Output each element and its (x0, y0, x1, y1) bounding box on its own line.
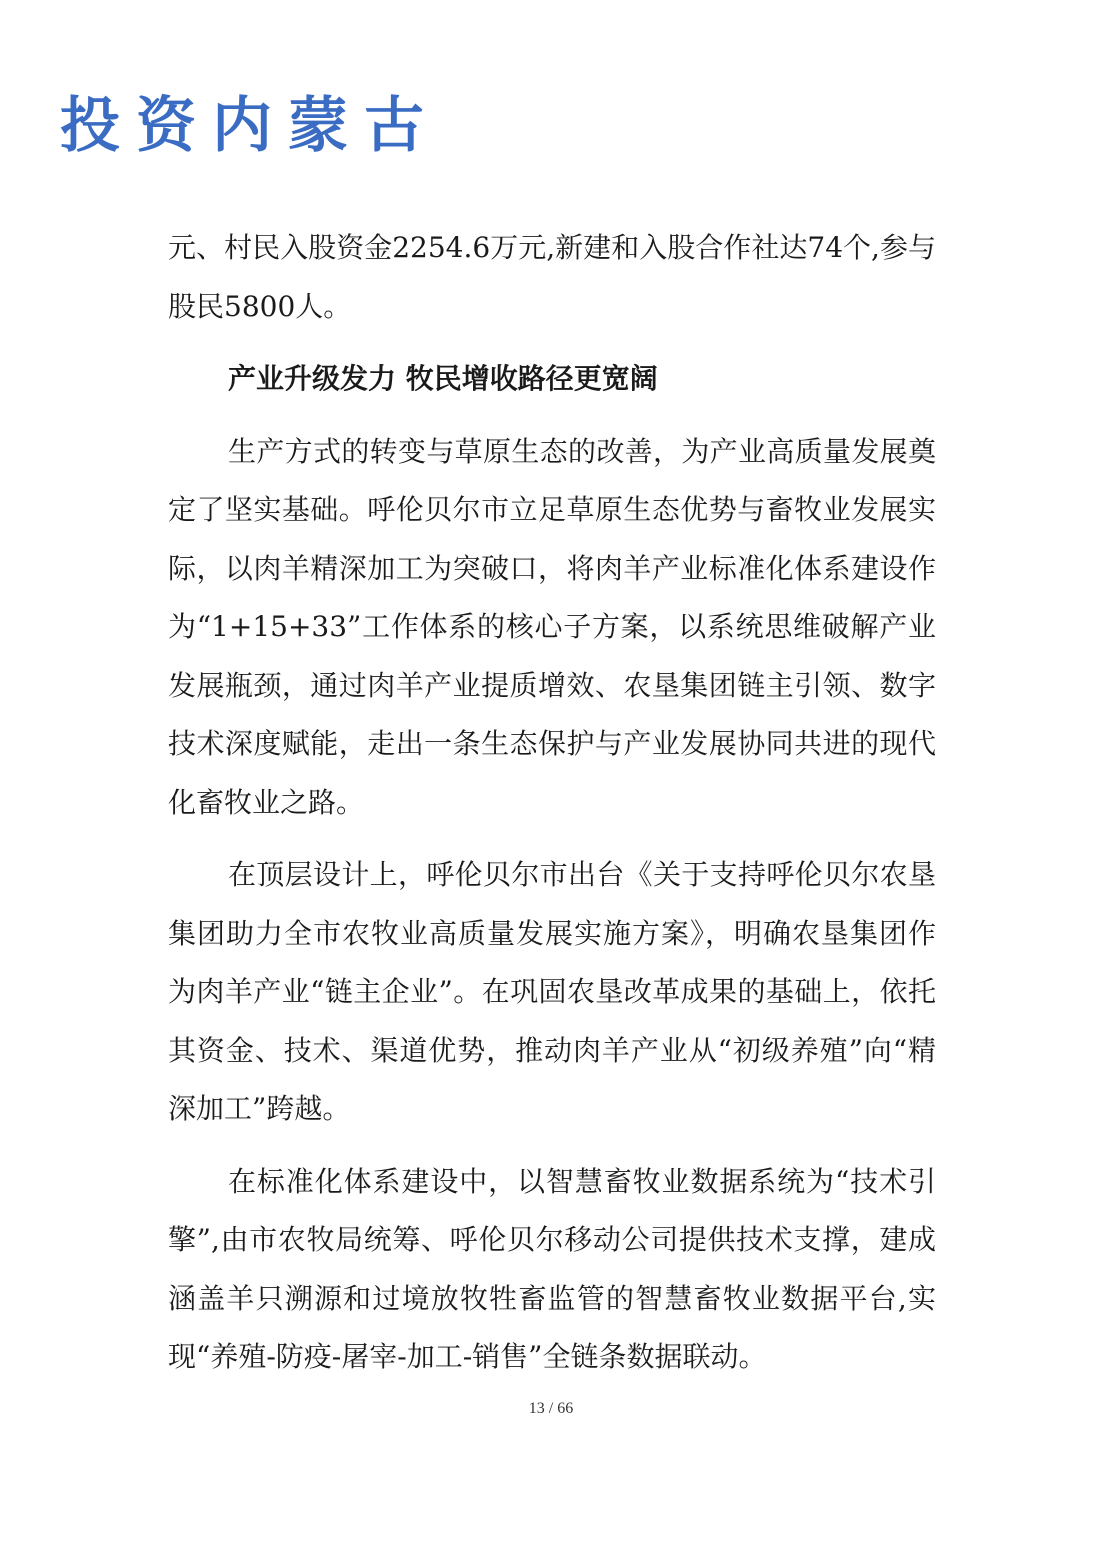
section-subheading: 产业升级发力 牧民增收路径更宽阔 (228, 362, 658, 395)
masthead-title: 投资内蒙古 (60, 91, 440, 161)
paragraph: 在标准化体系建设中，以智慧畜牧业数据系统为“技术引擎”,由市农牧局统筹、呼伦贝尔移动公司提供技术支撑，建成涵盖羊只溯源和过境放牧牲畜监管的智慧畜牧业数据平台,实现“养殖-防疫-屠宰-加工-销售”全链条数据联动。 (168, 1164, 936, 1373)
paragraph-continuation: 元、村民入股资金2254.6万元,新建和入股合作社达74个,参与股民5800人。 (168, 231, 936, 323)
paragraph: 生产方式的转变与草原生态的改善，为产业高质量发展奠定了坚实基础。呼伦贝尔市立足草原生态优势与畜牧业发展实际，以肉羊精深加工为突破口，将肉羊产业标准化体系建设作为“1+15+33”工作体系的核心子方案，以系统思维破解产业发展瓶颈，通过肉羊产业提质增效、农垦集团链主引领、数字技术深度赋能，走出一条生态保护与产业发展协同共进的现代化畜牧业之路。 (168, 434, 936, 819)
page-number: 13 / 66 (528, 1400, 574, 1417)
article-body (168, 219, 936, 1387)
paragraph: 在顶层设计上，呼伦贝尔市出台《关于支持呼伦贝尔农垦集团助力全市农牧业高质量发展实施方案》，明确农垦集团作为肉羊产业“链主企业”。在巩固农垦改革成果的基础上，依托其资金、技术、渠道优势，推动肉羊产业从“初级养殖”向“精深加工”跨越。 (168, 858, 936, 1125)
